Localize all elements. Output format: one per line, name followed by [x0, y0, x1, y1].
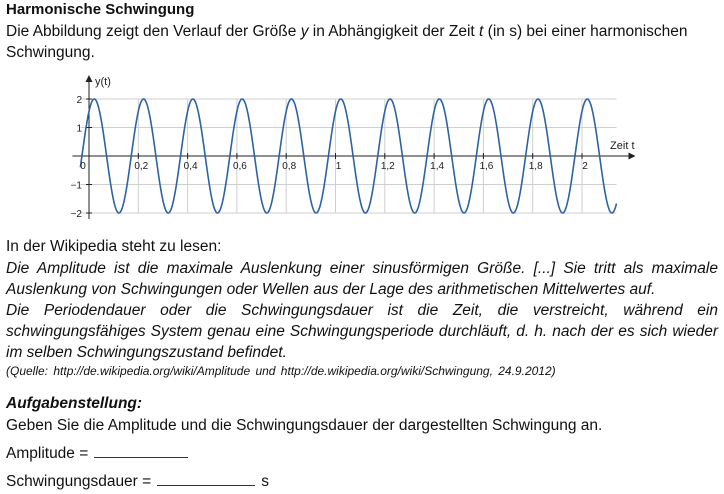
period-answer-blank[interactable]	[157, 471, 255, 486]
intro-part2: in Abhängigkeit der Zeit	[308, 23, 480, 40]
oscillation-chart	[52, 72, 642, 230]
intro-var-t: t	[479, 23, 484, 40]
intro-text	[6, 21, 718, 63]
y-axis-arrow	[86, 75, 93, 82]
y-tick-label: 1	[76, 123, 82, 135]
x-tick-label: 1,2	[380, 161, 395, 172]
x-tick-label: 0,8	[282, 161, 297, 172]
intro-part3: (in s) bei einer harmonischen Schwingung.	[6, 23, 688, 61]
intro-var-y: y	[300, 23, 309, 40]
amplitude-label: Amplitude =	[6, 445, 89, 462]
y-tick-label: −1	[70, 180, 82, 192]
period-unit: s	[261, 473, 269, 490]
x-tick-label: 1,8	[528, 161, 543, 172]
origin-label: 0	[80, 161, 86, 172]
page-title: Harmonische Schwingung	[6, 1, 195, 18]
y-tick-label: 2	[76, 95, 82, 106]
y-axis-label: y(t)	[95, 76, 111, 88]
quote-amplitude: Die Amplitude ist die maximale Auslenkung einer sinusförmigen Größe. [...] Sie tritt als maximale Auslenkung von Schwingungen oder Wellen aus der Lage des arithmetischen Mittelwertes auf.	[6, 260, 718, 298]
x-tick-label: 1	[335, 161, 342, 172]
source-citation: (Quelle: http://de.wikipedia.org/wiki/Amplitude und http://de.wikipedia.org/wiki/Schwingung, 24.9.2012)	[6, 364, 556, 378]
x-tick-label: 1,6	[479, 161, 494, 172]
wiki-lead: In der Wikipedia steht zu lesen:	[6, 238, 222, 255]
x-tick-label: 0,6	[232, 161, 247, 172]
x-tick-label: 2	[582, 161, 588, 172]
period-answer-row	[6, 471, 269, 491]
task-text: Geben Sie die Amplitude und die Schwingungsdauer der dargestellten Schwingung an.	[6, 417, 603, 434]
intro-part1: Die Abbildung zeigt den Verlauf der Größe	[6, 23, 301, 40]
quote-period: Die Periodendauer oder die Schwingungsdauer ist die Zeit, die verstreicht, während ein schwingungsfähiges System genau eine Schwingungsperiode durchläuft, d. h. nach der es sich wieder im selben Schwingungszustand befindet.	[6, 302, 718, 361]
amplitude-answer-row	[6, 443, 188, 463]
x-tick-label: 1,4	[430, 161, 445, 172]
x-axis-arrow	[629, 153, 636, 160]
period-label: Schwingungsdauer =	[6, 473, 152, 490]
amplitude-answer-blank[interactable]	[94, 443, 188, 458]
task-heading: Aufgabenstellung:	[6, 395, 143, 412]
x-tick-label: 0,4	[183, 161, 198, 172]
x-tick-label: 0,2	[134, 161, 149, 172]
x-axis-label: Zeit t	[610, 140, 635, 152]
y-tick-label: −2	[70, 209, 82, 220]
